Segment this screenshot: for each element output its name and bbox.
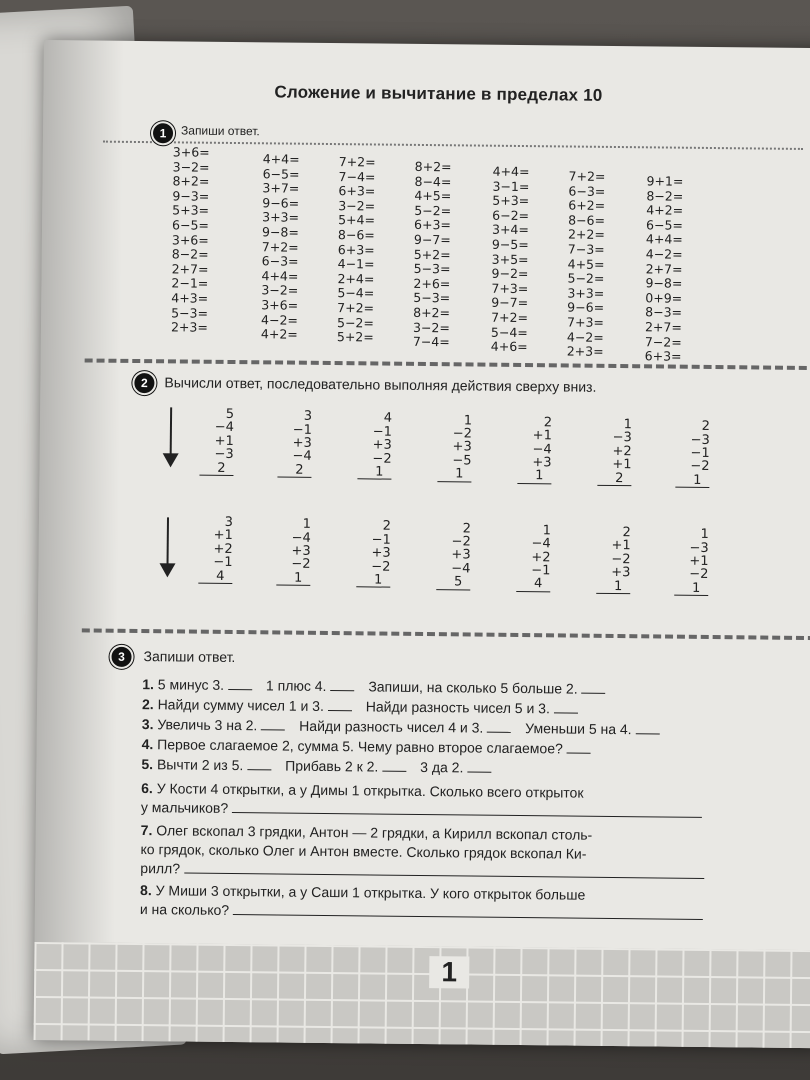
workbook-page xyxy=(34,40,810,1048)
task1-expression: 9−5= xyxy=(491,236,529,253)
task1-expression: 5−2= xyxy=(336,314,374,331)
chain-start: 3 xyxy=(303,408,313,425)
task1-expression: 7+2= xyxy=(337,300,375,316)
chain-step: −4 xyxy=(531,536,551,552)
chain-step: −5 xyxy=(452,453,472,469)
task1-expression: 4−1= xyxy=(337,256,375,272)
answer-blank[interactable] xyxy=(581,681,605,694)
chain-step: −4 xyxy=(292,449,312,465)
chain-step: +3 xyxy=(371,545,391,561)
task1-expression: 7−3= xyxy=(567,241,605,257)
answer-blank[interactable] xyxy=(467,759,491,772)
chain-step: −2 xyxy=(690,459,710,475)
chain-step: −2 xyxy=(452,426,472,442)
task1-expression: 6−5= xyxy=(171,217,210,233)
task1-expression: 2+4= xyxy=(337,270,375,287)
question-text: Найди сумму чисел 1 и 3. xyxy=(157,696,325,714)
task1-expression: 8+2= xyxy=(414,158,452,175)
chain-step: −2 xyxy=(689,567,709,583)
chain-step: +1 xyxy=(214,433,234,449)
chain-step: −4 xyxy=(532,441,552,457)
task2-chain xyxy=(517,416,552,484)
task1-expression: 4−2= xyxy=(261,311,299,328)
chain-step: −1 xyxy=(292,422,313,438)
chain-result: 1 xyxy=(356,573,390,588)
chain-step: −1 xyxy=(372,424,392,440)
task1-expression: 3−2= xyxy=(412,319,450,335)
question-number: 5. xyxy=(141,756,154,773)
task2-chain xyxy=(356,520,391,588)
chain-step: +2 xyxy=(531,549,551,565)
task1-expression: 9−3= xyxy=(172,188,210,204)
question-number: 4. xyxy=(141,736,154,753)
chain-result: 2 xyxy=(597,471,631,486)
question-number: 1. xyxy=(142,676,155,693)
task1-expression: 5−3= xyxy=(413,261,451,277)
question-text: Первое слагаемое 2, сумма 5. Чему равно второе слагаемое? xyxy=(157,736,563,757)
task1-expression: 5−3= xyxy=(413,290,451,306)
question-text: 3 да 2. xyxy=(420,758,464,776)
task1-expression: 2+3= xyxy=(170,319,208,335)
task1-expression: 5+2= xyxy=(336,329,374,345)
question-number: 6. xyxy=(141,780,153,797)
chain-result: 1 xyxy=(517,469,551,484)
task1-expression: 8−2= xyxy=(171,246,209,262)
task1-expression: 7+3= xyxy=(491,280,529,296)
task1-expression: 8+2= xyxy=(172,173,210,189)
dashed-divider xyxy=(85,358,810,370)
task1-expression: 4+3= xyxy=(171,290,209,306)
chain-step: +3 xyxy=(291,543,311,559)
task1-expression: 0+9= xyxy=(645,290,683,306)
answer-blank[interactable] xyxy=(261,717,285,730)
answer-line[interactable] xyxy=(233,902,703,920)
task1-expression: 4+6= xyxy=(490,338,528,355)
task2-chain xyxy=(276,518,311,586)
task1-expression: 4−2= xyxy=(645,246,683,262)
chain-result: 1 xyxy=(675,473,709,488)
chain-step: −4 xyxy=(451,561,471,577)
task1-column xyxy=(261,152,300,342)
task1-expression: 6+2= xyxy=(568,197,606,214)
task1-expression: 3+6= xyxy=(261,297,299,313)
question-number: 8. xyxy=(140,882,152,899)
task1-expression: 6+3= xyxy=(414,217,452,233)
task1-expression: 9−6= xyxy=(567,299,605,316)
chain-result: 1 xyxy=(437,467,471,482)
answer-blank[interactable] xyxy=(635,721,659,734)
chain-start: 1 xyxy=(542,523,551,539)
task1-expression: 4+2= xyxy=(646,202,684,218)
question-number: 2. xyxy=(141,696,154,713)
chain-start: 1 xyxy=(463,413,473,429)
question-text: У Миши 3 открытки, а у Саши 1 открытка. У кого открыток больше xyxy=(155,882,586,903)
task1-expression: 4+2= xyxy=(260,326,298,342)
task1-expression: 7+2= xyxy=(568,168,606,184)
chain-step: +3 xyxy=(611,565,631,581)
chain-step: −2 xyxy=(451,534,471,550)
task1-expression: 3+3= xyxy=(567,285,605,301)
answer-blank[interactable] xyxy=(247,757,271,770)
chain-result: 1 xyxy=(596,579,630,594)
task2-number-badge: 2 xyxy=(132,371,156,395)
chain-step: −3 xyxy=(612,430,632,446)
chain-step: +3 xyxy=(532,455,552,471)
question-text: 5 минус 3. xyxy=(157,676,225,693)
chain-start: 3 xyxy=(224,514,234,531)
task2-chain xyxy=(357,412,392,480)
chain-start: 2 xyxy=(701,419,711,435)
question-number: 3. xyxy=(141,716,154,733)
task1-expression: 5−2= xyxy=(414,202,452,219)
task1-expression: 2+7= xyxy=(645,260,683,277)
task1-number-badge: 1 xyxy=(151,121,175,145)
chain-result: 1 xyxy=(674,581,708,596)
answer-blank[interactable] xyxy=(328,698,352,711)
task2-chain xyxy=(437,414,472,482)
task1-expression: 3−2= xyxy=(172,158,210,175)
task1-expression: 3+3= xyxy=(262,209,300,226)
task1-expression: 3−2= xyxy=(338,197,376,214)
chain-step: +3 xyxy=(452,439,472,455)
chain-result: 4 xyxy=(516,577,550,592)
chain-step: −2 xyxy=(611,551,631,567)
answer-blank[interactable] xyxy=(382,759,406,772)
task1-expression: 4+4= xyxy=(261,268,299,284)
answer-line[interactable] xyxy=(232,800,702,818)
chain-step: +1 xyxy=(612,457,632,473)
task1-expression: 9+1= xyxy=(646,173,684,189)
task1-expression: 9−7= xyxy=(413,231,451,248)
task1-expression: 2+7= xyxy=(171,261,209,277)
task1-expression: 6−5= xyxy=(646,217,684,233)
task1-expression: 5+4= xyxy=(338,212,376,228)
task3-instruction: Запиши ответ. xyxy=(143,648,236,666)
task1-expression: 2−1= xyxy=(171,275,209,292)
chain-step: −3 xyxy=(689,540,709,556)
task2-chain xyxy=(436,522,471,590)
chain-result: 1 xyxy=(357,465,391,480)
task2-chain xyxy=(199,408,234,476)
chain-step: −1 xyxy=(690,445,710,461)
chain-result: 5 xyxy=(436,575,470,590)
question-text: Вычти 2 из 5. xyxy=(156,756,244,774)
chain-step: −1 xyxy=(531,563,551,579)
task1-expression: 9−6= xyxy=(262,195,300,211)
question-text: Найди разность чисел 5 и 3. xyxy=(365,698,550,717)
chain-step: −3 xyxy=(690,432,710,448)
chain-step: +3 xyxy=(292,435,312,451)
down-arrow-icon xyxy=(166,517,169,573)
task1-expression: 9−2= xyxy=(491,265,529,282)
task1-expression: 5+2= xyxy=(413,246,451,262)
task1-expression: 5+3= xyxy=(492,192,530,209)
task2-chain xyxy=(596,526,631,594)
task1-expression: 2+6= xyxy=(413,275,451,292)
chain-step: +1 xyxy=(611,538,631,554)
chain-start: 2 xyxy=(382,518,392,535)
task2-chain xyxy=(277,410,312,478)
chain-step: +1 xyxy=(689,553,709,569)
task1-expression: 8−6= xyxy=(337,227,375,243)
task2-chain xyxy=(675,420,710,488)
chain-step: +1 xyxy=(213,528,233,544)
task1-column xyxy=(645,174,684,364)
answer-blank[interactable] xyxy=(567,741,591,754)
chain-start: 2 xyxy=(622,525,631,541)
task1-expression: 4−2= xyxy=(566,329,604,345)
task1-expression: 7−4= xyxy=(338,168,376,185)
task1-expression: 9−8= xyxy=(261,224,299,240)
question-text: 1 плюс 4. xyxy=(265,677,327,694)
chain-step: −1 xyxy=(371,532,391,548)
dashed-divider xyxy=(82,628,810,640)
task1-expression: 5−4= xyxy=(337,285,375,301)
task1-expression: 4+4= xyxy=(492,163,530,180)
chain-result: 4 xyxy=(198,569,232,584)
task2-chain xyxy=(516,524,551,592)
chain-step: −2 xyxy=(371,559,391,575)
page-title: Сложение и вычитание в пределах 10 xyxy=(274,82,603,105)
task1-expression: 3+4= xyxy=(491,222,529,238)
task1-expression: 7−4= xyxy=(412,334,450,350)
question-text: рилл? xyxy=(140,860,181,877)
task2-chain xyxy=(198,516,233,584)
task1-expression: 3+5= xyxy=(491,251,529,267)
answer-blank[interactable] xyxy=(330,678,354,691)
task1-expression: 3−2= xyxy=(261,282,299,299)
task1-expression: 6+3= xyxy=(644,348,682,364)
task1-expression: 7+2= xyxy=(261,238,299,255)
task1-column xyxy=(491,165,530,355)
task1-expression: 6+3= xyxy=(338,183,376,199)
chain-step: +3 xyxy=(372,437,392,453)
task1-expression: 8+2= xyxy=(413,304,451,321)
question-text: Олег вскопал 3 грядки, Антон — 2 грядки, а Кирилл вскопал столь- xyxy=(156,822,593,843)
task1-expression: 7+2= xyxy=(491,309,529,326)
task1-expression: 3+6= xyxy=(171,231,209,248)
task1-expression: 5−2= xyxy=(567,270,605,287)
task1-expression: 4+4= xyxy=(262,151,300,167)
page-number: 1 xyxy=(429,956,469,988)
question-text: у мальчиков? xyxy=(140,799,229,816)
task1-column xyxy=(413,160,452,350)
question-text: Уменьши 5 на 4. xyxy=(525,720,632,738)
task3-question xyxy=(140,881,770,926)
grid-footer xyxy=(34,942,810,1048)
task1-expression: 7+2= xyxy=(338,154,376,170)
chain-step: −1 xyxy=(213,555,233,571)
task1-expression: 5−4= xyxy=(490,324,528,340)
task1-column xyxy=(567,170,606,360)
task1-expression: 6−2= xyxy=(492,207,530,223)
task1-expression: 5−3= xyxy=(171,304,209,321)
question-text: Прибавь 2 к 2. xyxy=(285,757,379,775)
task1-expression: 8−4= xyxy=(414,173,452,189)
chain-result: 2 xyxy=(277,463,311,478)
task1-expression: 6+3= xyxy=(337,241,375,258)
task1-expression: 3+7= xyxy=(262,180,300,196)
task1-column xyxy=(337,155,376,345)
chain-step: +1 xyxy=(532,428,552,444)
task2-chain xyxy=(597,418,632,486)
answer-blank[interactable] xyxy=(554,700,578,713)
chain-step: −4 xyxy=(214,420,235,436)
chain-step: −2 xyxy=(372,451,392,467)
answer-line[interactable] xyxy=(184,861,704,879)
task1-expression: 9−8= xyxy=(645,275,683,291)
task1-instruction: Запиши ответ. xyxy=(180,123,260,139)
chain-start: 1 xyxy=(700,527,709,543)
down-arrow-icon xyxy=(170,407,173,463)
task1-expression: 4+5= xyxy=(567,256,605,272)
question-text: ко грядок, сколько Олег и Антон вместе. Сколько грядок вскопал Ки- xyxy=(140,841,587,862)
chain-start: 4 xyxy=(383,410,393,427)
task1-expression: 8−2= xyxy=(646,187,684,204)
task1-expression: 3+6= xyxy=(172,144,210,160)
chain-step: +3 xyxy=(451,547,471,563)
chain-result: 1 xyxy=(276,571,310,586)
task1-expression: 3−1= xyxy=(492,178,530,194)
question-text: и на сколько? xyxy=(139,901,230,918)
question-text: Запиши, на сколько 5 больше 2. xyxy=(368,678,578,697)
task1-expression: 5+3= xyxy=(172,202,210,219)
answer-blank[interactable] xyxy=(228,677,252,690)
task1-column xyxy=(171,145,210,335)
chain-step: −2 xyxy=(291,557,311,573)
task1-expression: 7+3= xyxy=(566,314,605,330)
question-text: Увеличь 3 на 2. xyxy=(157,716,258,734)
task3-question xyxy=(140,821,771,885)
chain-step: −3 xyxy=(214,447,234,463)
chain-start: 1 xyxy=(623,417,633,433)
task3-question xyxy=(141,779,771,824)
task1-expression: 4+5= xyxy=(414,188,452,204)
task2-chain xyxy=(674,528,709,596)
question-text: Найди разность чисел 4 и 3. xyxy=(299,717,484,736)
task1-expression: 9−7= xyxy=(491,295,529,311)
chain-step: −4 xyxy=(291,530,311,546)
question-number: 7. xyxy=(140,822,153,839)
task3-number-badge: 3 xyxy=(109,645,133,669)
task1-expression: 6−5= xyxy=(262,165,300,182)
question-text: У Кости 4 открытки, а у Димы 1 открытка. Сколько всего открыток xyxy=(156,780,584,801)
chain-step: +2 xyxy=(213,541,233,557)
task1-expression: 2+7= xyxy=(644,319,682,335)
chain-result: 2 xyxy=(199,461,233,476)
task1-expression: 8−3= xyxy=(645,304,683,321)
chain-start: 2 xyxy=(462,521,471,537)
task1-expression: 7−2= xyxy=(644,333,682,350)
chain-start: 5 xyxy=(225,406,235,423)
chain-start: 2 xyxy=(543,415,553,431)
task1-expression: 2+3= xyxy=(566,343,604,360)
task2-instruction: Вычисли ответ, последовательно выполняя действия сверху вниз. xyxy=(164,374,597,395)
answer-blank[interactable] xyxy=(487,720,511,733)
task1-expression: 6−3= xyxy=(261,253,299,269)
chain-step: +2 xyxy=(612,443,632,459)
task1-expression: 6−3= xyxy=(568,183,606,199)
chain-start: 1 xyxy=(302,516,312,533)
task1-expression: 8−6= xyxy=(568,212,606,228)
task1-expression: 4+4= xyxy=(645,231,683,248)
task1-expression: 2+2= xyxy=(567,226,605,243)
